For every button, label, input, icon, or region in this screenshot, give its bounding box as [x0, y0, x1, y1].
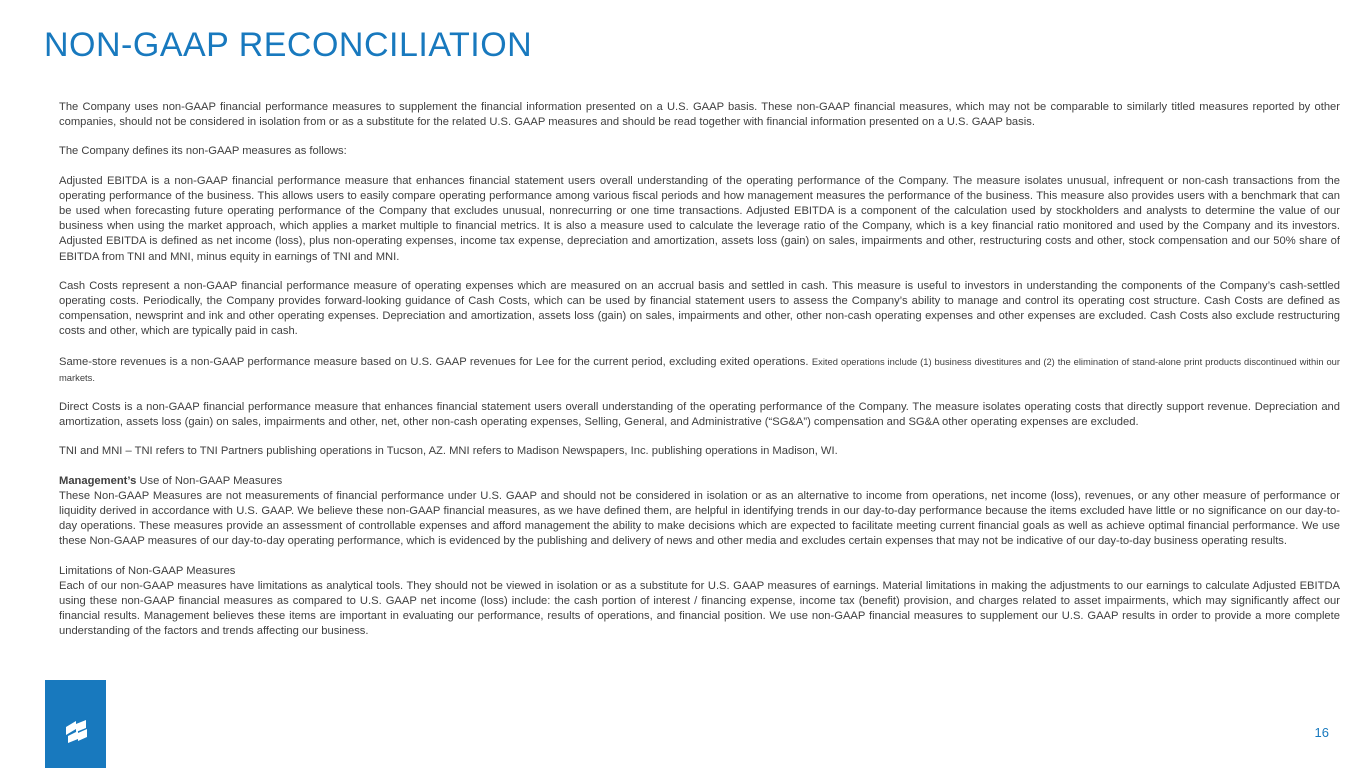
management-heading-bold: Management’s [59, 474, 137, 487]
same-store-main: Same-store revenues is a non-GAAP performance measure based on U.S. GAAP revenues for Lee for the current period, excluding exited operations. [59, 355, 809, 368]
limitations-body: Each of our non-GAAP measures have limitations as analytical tools. They should not be viewed in isolation or as a substitute for U.S. GAAP measures of earnings. Material limitations in making the adjustments to our earnings to calculate Adjusted EBITDA using these non-GAAP financial measures as compared to U.S. GAAP net income (loss) include: the cash portion of interest / financing expense, income tax (benefit) provision, and charges related to asset impairments, which may significantly affect our financial results. Management believes these items are important in evaluating our performance, results of operations, and financial position. We use non-GAAP financial measures to supplement our U.S. GAAP results in order to provide a more complete understanding of the factors and trends affecting our business. [59, 579, 1340, 638]
paragraph-defines: The Company defines its non-GAAP measures as follows: [59, 145, 347, 158]
paragraph-management-use [59, 474, 1340, 550]
page-number: 16 [1314, 725, 1329, 740]
paragraph-limitations [59, 564, 1340, 640]
management-body: These Non-GAAP Measures are not measurements of financial performance under U.S. GAAP and should not be considered in isolation or as an alternative to income from operations, net income (loss), revenues, or any other measure of performance or liquidity derived in accordance with U.S. GAAP. We believe these non-GAAP financial measures, as we have defined them, are helpful in identifying trends in our day-to-day performance because the items excluded have little or no significance on our day-to-day operations. These measures provide an assessment of controllable expenses and afford management the ability to make decisions which are expected to facilitate meeting current financial goals as well as achieve optimal financial performance. We use these Non-GAAP measures of our day-to-day operating performance, which is evidenced by the publishing and delivery of news and other media and excludes certain expenses that may not be indicative of our day-to-day business operating results. [59, 489, 1340, 548]
paragraph-same-store [59, 354, 1340, 386]
paragraph-intro: The Company uses non-GAAP financial performance measures to supplement the financial information presented on a U.S. GAAP basis. These non-GAAP financial measures, which may not be comparable to similarly titled measures reported by other companies, should not be considered in isolation from or as a substitute for the related U.S. GAAP measures and should be read together with financial information presented on a U.S. GAAP basis. [59, 101, 1340, 129]
same-store-note: Exited operations include (1) business divestitures and (2) the elimination of stand-alone print products discontinued within our markets. [59, 355, 1340, 383]
limitations-heading: Limitations of Non-GAAP Measures [59, 564, 236, 577]
paragraph-tni-mni: TNI and MNI – TNI refers to TNI Partners publishing operations in Tucson, AZ. MNI refers to Madison Newspapers, Inc. publishing operations in Madison, WI. [59, 445, 838, 458]
paragraph-cash-costs: Cash Costs represent a non-GAAP financial performance measure of operating expenses which are measured on an accrual basis and settled in cash. This measure is useful to investors in understanding the components of the Company’s cash-settled operating costs. Periodically, the Company provides forward-looking guidance of Cash Costs, which can be used by financial statement users to assess the Company’s ability to manage and control its operating cost structure. Cash Costs are defined as compensation, newsprint and ink and other operating expenses. Depreciation and amortization, assets loss (gain) on sales, impairments and other, other non-cash operating expenses and other expenses are excluded. Cash Costs also exclude restructuring costs and other, which are typically paid in cash. [59, 279, 1340, 338]
page-title: NON-GAAP RECONCILIATION [44, 26, 533, 64]
lee-enterprises-logo [45, 680, 106, 768]
logo-glyph-icon [56, 711, 96, 751]
paragraph-adjusted-ebitda: Adjusted EBITDA is a non-GAAP financial performance measure that enhances financial statement users overall understanding of the operating performance of the Company. The measure isolates unusual, infrequent or non-cash transactions from the operating performance of the business. This allows users to easily compare operating performance among various fiscal periods and how management measures the performance of the business. This measure also provides users with a benchmark that can be used when forecasting future operating performance of the Company that excludes unusual, nonrecurring or one time transactions. Adjusted EBITDA is a component of the calculation used by stockholders and analysts to determine the value of our business when using the market approach, which applies a market multiple to financial metrics. It is also a measure used to calculate the leverage ratio of the Company, which is a key financial ratio monitored and used by the Company and its investors. Adjusted EBITDA is defined as net income (loss), plus non-operating expenses, income tax expense, depreciation and amortization, assets loss (gain) on sales, impairments and other, restructuring costs and other, stock compensation and our 50% share of EBITDA from TNI and MNI, minus equity in earnings of TNI and MNI. [59, 174, 1340, 263]
paragraph-direct-costs: Direct Costs is a non-GAAP financial performance measure that enhances financial statement users overall understanding of the operating performance of the Company. The measure isolates operating costs that directly support revenue. Depreciation and amortization, assets loss (gain) on sales, impairments and other, net, other non-cash operating expenses, Selling, General, and Administrative (“SG&A”) compensation and SG&A other operating expenses are excluded. [59, 401, 1340, 429]
body-text [59, 100, 1340, 640]
management-heading-rest: Use of Non-GAAP Measures [136, 474, 283, 487]
